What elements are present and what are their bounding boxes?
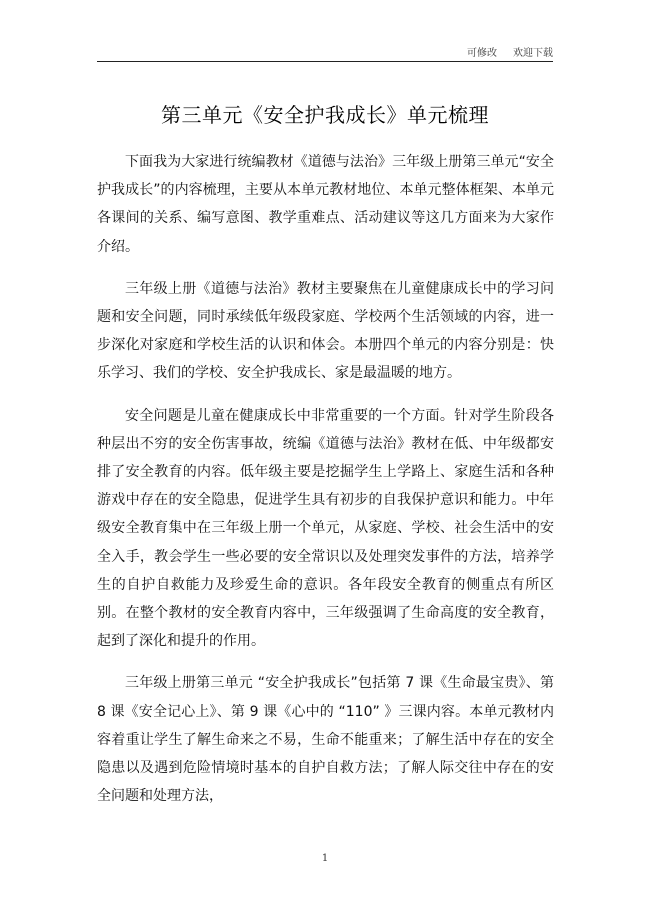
page-number: 1 (321, 853, 329, 864)
page-header (467, 44, 553, 59)
header-editable-label: 可修改 (467, 48, 497, 59)
paragraph-textbook-overview: 三年级上册《道德与法治》教材主要聚焦在儿童健康成长中的学习问题和安全问题，同时承续低年级段家庭、学校两个生活领域的内容，进一步深化对家庭和学校生活的认识和体会。本册四个单元的内容分别是：快乐学习、我们的学校、安全护我成长、家是最温暖的地方。 (97, 280, 554, 382)
paragraph-unit-contents: 三年级上册第三单元 “安全护我成长”包括第 7 课《生命最宝贵》、第 8 课《安全记心上》、第 9 课《心中的 “110” 》三课内容。本单元教材内容着重让学生了解生命来之不易，生命不能重来；了解生活中存在的安全隐患以及遇到危险情境时基本的自护自救方法；了解人际交往中存在的安全问题和处理方法， (97, 675, 554, 805)
document-title: 第三单元《安全护我成长》单元梳理 (161, 103, 489, 127)
document-body (97, 148, 554, 824)
header-divider (97, 61, 553, 62)
header-download-label: 欢迎下载 (513, 48, 553, 59)
paragraph-safety-importance: 安全问题是儿童在健康成长中非常重要的一个方面。针对学生阶段各种层出不穷的安全伤害事故，统编《道德与法治》教材在低、中年级都安排了安全教育的内容。低年级主要是挖掘学生上学路上、家庭生活和各种游戏中存在的安全隐患，促进学生具有初步的自我保护意识和能力。中年级安全教育集中在三年级上册一个单元，从家庭、学校、社会生活中的安全入手，教会学生一些必要的安全常识以及处理突发事件的方法，培养学生的自护自救能力及珍爱生命的意识。各年段安全教育的侧重点有所区别。在整个教材的安全教育内容中，三年级强调了生命高度的安全教育，起到了深化和提升的作用。 (97, 407, 554, 650)
paragraph-intro: 下面我为大家进行统编教材《道德与法治》三年级上册第三单元“安全护我成长”的内容梳理，主要从本单元教材地位、本单元整体框架、本单元各课间的关系、编写意图、教学重难点、活动建议等这几方面来为大家作介绍。 (97, 154, 554, 255)
